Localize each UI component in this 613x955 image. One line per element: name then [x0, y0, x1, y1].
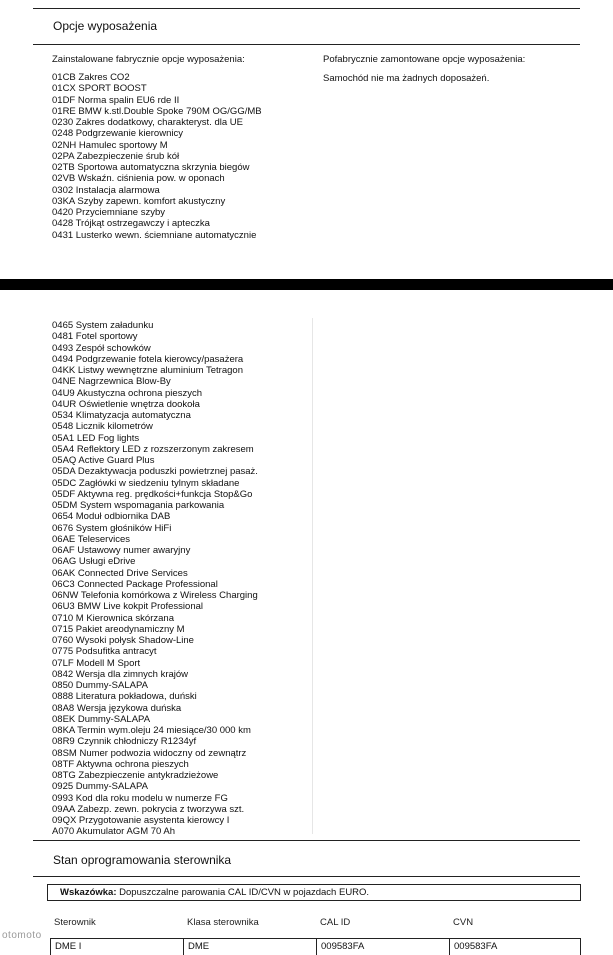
list-item: 01CB Zakres CO2 — [52, 72, 130, 83]
list-item: 08EK Dummy-SALAPA — [52, 713, 151, 725]
software-title-divider — [33, 876, 580, 877]
watermark: otomoto — [2, 930, 42, 941]
col-header-cal-id: CAL ID — [320, 917, 351, 928]
list-item: 0760 Wysoki połysk Shadow-Line — [52, 635, 194, 646]
list-item: 0481 Fotel sportowy — [52, 331, 138, 343]
list-item: 08R9 Czynnik chłodniczy R1234yf — [52, 736, 197, 748]
list-item: 02NH Hamulec sportowy M — [52, 139, 168, 151]
list-item: A070 Akumulator AGM 70 Ah — [52, 826, 176, 838]
col-header-cvn: CVN — [453, 917, 474, 928]
factory-options-list — [52, 72, 262, 241]
list-item: 02TB Sportowa automatyczna skrzynia biegów — [52, 162, 250, 173]
page-separator-band — [0, 279, 613, 290]
list-item: 0850 Dummy-SALAPA — [52, 680, 148, 691]
top-divider — [33, 8, 580, 9]
cell-controller: DME I — [50, 938, 183, 955]
list-item: 0775 Podsufitka antracyt — [52, 646, 157, 658]
list-item: 05DM System wspomagania parkowania — [52, 500, 225, 511]
list-item: 08KA Termin wym.oleju 24 miesiące/30 000 km — [52, 725, 251, 736]
list-item: 0842 Wersja dla zimnych krajów — [52, 668, 189, 680]
list-item: 0420 Przyciemniane szyby — [52, 207, 165, 218]
list-item: 08A8 Wersja językowa duńska — [52, 702, 182, 714]
list-item: 04UR Oświetlenie wnętrza dookoła — [52, 398, 200, 410]
list-item: 04KK Listwy wewnętrzne aluminium Tetragon — [52, 365, 243, 376]
list-item: 0302 Instalacja alarmowa — [52, 184, 160, 196]
list-item: 06U3 BMW Live kokpit Professional — [52, 601, 204, 613]
col-header-class: Klasa sterownika — [187, 917, 259, 928]
list-item: 05DA Dezaktywacja poduszki powietrznej pasaż. — [52, 466, 258, 478]
cell-cvn: 009583FA — [449, 938, 581, 955]
list-item: 06AK Connected Drive Services — [52, 567, 188, 579]
software-title: Stan oprogramowania sterownika — [53, 853, 232, 867]
list-item: 0888 Literatura pokładowa, duński — [52, 691, 197, 703]
list-item: 09QX Przygotowanie asystenta kierowcy I — [52, 815, 230, 826]
list-item: 07LF Modell M Sport — [52, 657, 141, 669]
list-item: 08TF Aktywna ochrona pieszych — [52, 758, 189, 770]
list-item: 0431 Lusterko wewn. ściemniane automatycznie — [52, 229, 257, 241]
list-item: 01RE BMW k.stl.Double Spoke 790M OG/GG/MB — [52, 105, 262, 117]
retrofit-heading: Pofabrycznie zamontowane opcje wyposażenia: — [323, 54, 526, 65]
list-item: 0654 Moduł odbiornika DAB — [52, 511, 171, 523]
cell-cal-id: 009583FA — [316, 938, 449, 955]
list-item: 05A1 LED Fog lights — [52, 432, 140, 444]
list-item: 0248 Podgrzewanie kierownicy — [52, 128, 183, 140]
equipment-title: Opcje wyposażenia — [53, 19, 158, 33]
list-item: 06AE Teleservices — [52, 533, 130, 545]
list-item: 06AF Ustawowy numer awaryjny — [52, 545, 191, 556]
list-item: 0548 Licznik kilometrów — [52, 421, 153, 433]
list-item: 05DF Aktywna reg. prędkości+funkcja Stop&Go — [52, 488, 253, 500]
hint-box — [47, 884, 581, 901]
column-divider — [312, 318, 313, 834]
list-item: 09AA Zabezp. zewn. pokrycia z tworzywa szt. — [52, 803, 245, 815]
hint-text: Dopuszczalne parowania CAL ID/CVN w pojazdach EURO. — [116, 887, 370, 898]
list-item: 02VB Wskaźn. ciśnienia pow. w oponach — [52, 173, 225, 185]
list-item: 0710 M Kierownica skórzana — [52, 612, 174, 624]
hint-label: Wskazówka: — [60, 887, 117, 898]
list-item: 04NE Nagrzewnica Blow-By — [52, 376, 171, 388]
factory-heading: Zainstalowane fabrycznie opcje wyposażenia: — [52, 54, 245, 65]
list-item: 06NW Telefonia komórkowa z Wireless Charging — [52, 590, 258, 601]
list-item: 0993 Kod dla roku modelu w numerze FG — [52, 792, 228, 804]
list-item: 0925 Dummy-SALAPA — [52, 781, 148, 793]
list-item: 01CX SPORT BOOST — [52, 83, 147, 95]
list-item: 06AG Usługi eDrive — [52, 556, 136, 568]
list-item: 01DF Norma spalin EU6 rde II — [52, 94, 180, 106]
software-top-divider — [33, 840, 580, 841]
list-item: 0534 Klimatyzacja automatyczna — [52, 410, 191, 421]
list-item: 0465 System załadunku — [52, 320, 154, 331]
title-divider — [33, 44, 580, 45]
list-item: 0676 System głośników HiFi — [52, 522, 172, 534]
list-item: 0493 Zespół schowków — [52, 342, 151, 354]
list-item: 02PA Zabezpieczenie śrub kół — [52, 150, 180, 162]
list-item: 0230 Zakres dodatkowy, charakteryst. dla UE — [52, 117, 243, 128]
list-item: 03KA Szyby zapewn. komfort akustyczny — [52, 195, 226, 207]
list-item: 05A4 Reflektory LED z rozszerzonym zakresem — [52, 443, 254, 455]
cell-class: DME — [183, 938, 316, 955]
col-header-controller: Sterownik — [54, 917, 96, 928]
list-item: 05AQ Active Guard Plus — [52, 455, 155, 466]
list-item: 05DC Zagłówki w siedzeniu tylnym składane — [52, 477, 240, 489]
list-item: 06C3 Connected Package Professional — [52, 578, 218, 590]
list-item: 08TG Zabezpieczenie antykradzieżowe — [52, 770, 219, 781]
retrofit-text: Samochód nie ma żadnych doposażeń. — [323, 73, 490, 84]
options-list-continued — [52, 320, 258, 838]
list-item: 04U9 Akustyczna ochrona pieszych — [52, 387, 202, 399]
list-item: 0428 Trójkąt ostrzegawczy i apteczka — [52, 218, 210, 230]
list-item: 08SM Numer podwozia widoczny od zewnątrz — [52, 747, 247, 759]
list-item: 0494 Podgrzewanie fotela kierowcy/pasażera — [52, 353, 244, 365]
list-item: 0715 Pakiet areodynamiczny M — [52, 623, 185, 635]
